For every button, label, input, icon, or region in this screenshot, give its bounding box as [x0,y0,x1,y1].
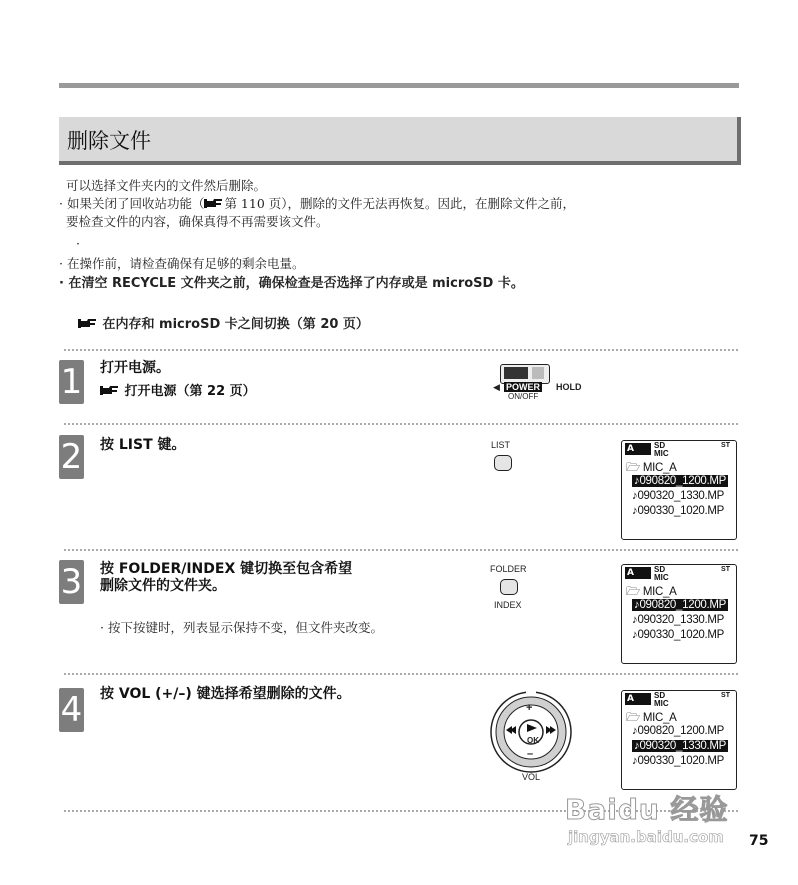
step-2-text: 按 LIST 键。 [100,437,186,453]
page-number: 75 [749,833,769,849]
memory-badge: A [625,443,651,455]
ok-label: OK [527,736,539,745]
power-label: POWER [506,382,541,392]
intro-line-4: · [76,236,80,251]
top-rule [59,83,739,88]
baidu-watermark [560,782,745,854]
file-row: ♪090820_1200.MP [634,599,727,611]
list-label: LIST [491,440,511,450]
intro-line-5: · 在操作前，请检查确保有足够的剩余电量。 [59,256,305,271]
vol-minus-label: – [527,748,534,760]
sd-icon: SD MIC [654,565,669,582]
file-row: ♪090330_1020.MP [632,755,725,767]
memory-badge: A [625,567,651,579]
reference-hand-icon [78,317,98,328]
step-1-sub-text: 打开电源（第 22 页） [124,384,256,399]
file-row: ♪090320_1330.MP [632,490,725,502]
step-3-text-2: 删除文件的文件夹。 [100,578,226,594]
folder-icon: 🗁 [626,586,640,598]
file-row: ♪090320_1330.MP [632,614,725,626]
step-4-text: 按 VOL (+/–) 键选择希望删除的文件。 [100,686,351,702]
file-row: ♪090320_1330.MP [634,740,727,752]
lcd-screen-step2 [621,440,737,540]
step-number: 1 [60,362,83,402]
lcd-screen-step4 [621,690,737,790]
separator [64,423,738,425]
list-button [494,455,512,471]
file-row: ♪090330_1020.MP [632,629,725,641]
step-number: 3 [60,562,83,602]
lcd-screen-step3 [621,564,737,664]
intro-line-1: 可以选择文件夹内的文件然后删除。 [66,178,267,193]
reference-hand-icon [100,385,120,396]
memory-badge: A [625,693,651,705]
folder-icon: 🗁 [626,462,640,474]
sd-icon: SD MIC [654,441,669,458]
reference-line [78,316,369,334]
watermark-url: jingyan.baidu.com [568,828,724,846]
folder-row: 🗁 MIC_A [626,712,677,724]
folder-row: 🗁 MIC_A [626,586,677,598]
folder-label: FOLDER [490,564,527,574]
reference-hand-icon [204,196,224,207]
step-3-note: · 按下按键时，列表显示保持不变，但文件夹改变。 [100,620,383,635]
step-number: 4 [60,690,83,730]
file-row: ♪090820_1200.MP [632,725,725,737]
intro-line-2 [59,195,575,213]
watermark-brand: Baidu 经验 [565,793,729,826]
folder-row: 🗁 MIC_A [626,462,677,474]
step-1-sub [100,380,256,399]
sd-icon: SD MIC [654,691,669,708]
intro-line-3: 要检查文件的内容，确保真得不再需要该文件。 [66,214,329,229]
intro-line-2a: · 如果关闭了回收站功能（ [59,196,205,211]
folder-index-button [500,579,518,595]
reference-text: 在内存和 microSD 卡之间切换（第 20 页） [102,317,369,332]
page-title: 删除文件 [67,129,151,153]
vol-plus-label: + [526,702,533,714]
power-switch-illustration [490,360,585,405]
step-number: 2 [60,437,83,477]
stereo-icon: ST [721,692,730,699]
intro-line-6: · 在清空 RECYCLE 文件夹之前，确保检查是否选择了内存或是 microSD 卡。 [59,276,524,291]
index-label: INDEX [494,600,522,610]
step-1-text: 打开电源。 [100,360,170,376]
file-row: ♪090330_1020.MP [632,505,725,517]
power-arrow-icon: ◀ [493,382,500,392]
stereo-icon: ST [721,442,730,449]
intro-line-2b: 第 110 页），删除的文件无法再恢复。因此，在删除文件之前， [224,196,576,211]
onoff-label: ON/OFF [508,392,539,401]
file-row: ♪090820_1200.MP [634,475,727,487]
hold-label: HOLD [556,382,582,392]
vol-label: VOL [522,772,541,782]
stereo-icon: ST [721,566,730,573]
folder-icon: 🗁 [626,712,640,724]
separator [64,549,738,551]
section-title-box [59,117,741,165]
separator [64,673,738,675]
step-3-text-1: 按 FOLDER/INDEX 键切换至包含希望 [100,561,353,577]
separator [64,349,738,351]
vol-dial-illustration [488,690,578,780]
